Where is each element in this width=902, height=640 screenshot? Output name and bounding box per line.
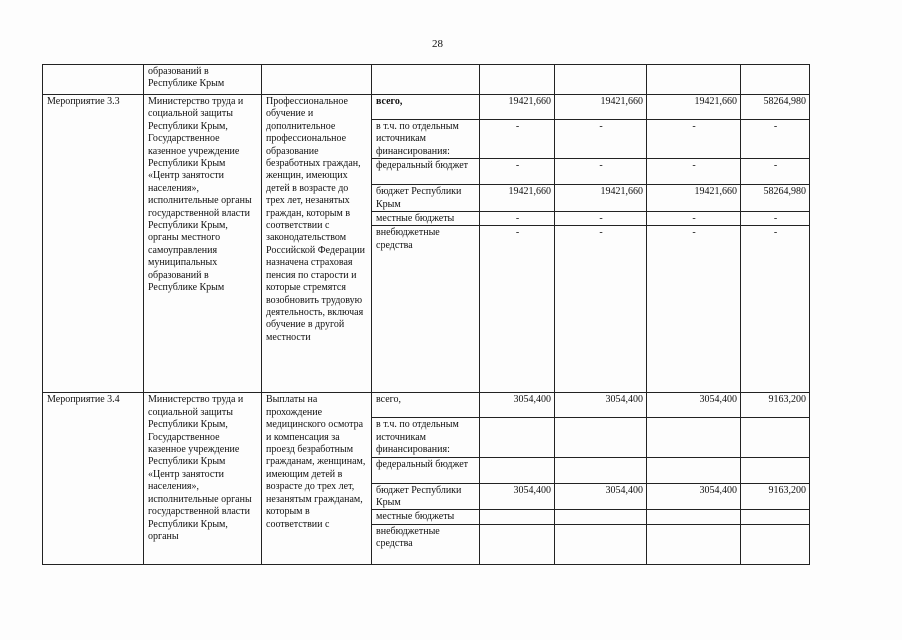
executor-cell: Министерство труда и социальной защиты Республики Крым, Государственное казенное учреждение Республики Крым «Центр занятости населения», исполнительные органы государственной власти Республики Крым, органы местного самоуправления муниципальных образований в Республике Крым [144,95,262,393]
source-cell [372,65,480,95]
executor-cell: Министерство труда и социальной защиты Республики Крым, Государственное казенное учреждение Республики Крым «Центр занятости населения», исполнительные органы государственной власти Республики Крым, органы [144,393,262,564]
total-cell: 9163,200 [741,393,810,418]
value-cell [480,524,555,564]
value-cell [647,418,741,457]
total-cell [741,65,810,95]
description-cell: Выплаты на прохождение медицинского осмотра и компенсация за проезд безработным гражданам, женщинам, имеющим детей в возрасте до трех лет, незанятым гражданам, которым в соответствии с [262,393,372,564]
value-cell: - [647,120,741,159]
value-cell [555,65,647,95]
value-cell: - [647,159,741,185]
source-cell: местные бюджеты [372,510,480,524]
value-cell [647,457,741,483]
description-cell [262,65,372,95]
source-cell: бюджет Республики Крым [372,483,480,510]
value-cell [480,510,555,524]
total-cell [741,457,810,483]
total-cell: 58264,980 [741,185,810,212]
measure-name-cell: Мероприятие 3.3 [43,95,144,393]
total-cell: 58264,980 [741,95,810,120]
total-cell [741,524,810,564]
source-cell: внебюджетные средства [372,524,480,564]
value-cell: 19421,660 [480,185,555,212]
value-cell [555,418,647,457]
value-cell: 3054,400 [647,393,741,418]
table-row [43,393,810,418]
source-cell: в т.ч. по отдельным источникам финансирования: [372,418,480,457]
value-cell: 19421,660 [647,95,741,120]
measure-name-cell [43,65,144,95]
source-cell: федеральный бюджет [372,457,480,483]
source-cell: внебюджетные средства [372,226,480,393]
value-cell [555,524,647,564]
value-cell [480,65,555,95]
value-cell [647,510,741,524]
value-cell: 19421,660 [555,185,647,212]
value-cell: 19421,660 [647,185,741,212]
value-cell: 3054,400 [555,393,647,418]
source-cell: в т.ч. по отдельным источникам финансирования: [372,120,480,159]
table-row [43,95,810,120]
value-cell: - [480,120,555,159]
value-cell: - [647,226,741,393]
value-cell: - [555,159,647,185]
source-cell: местные бюджеты [372,212,480,226]
value-cell: - [555,212,647,226]
value-cell: - [480,226,555,393]
value-cell: 19421,660 [555,95,647,120]
source-cell: всего, [372,393,480,418]
total-cell: - [741,120,810,159]
source-cell: бюджет Республики Крым [372,185,480,212]
value-cell [480,457,555,483]
total-cell [741,510,810,524]
measure-name-cell: Мероприятие 3.4 [43,393,144,564]
value-cell: - [480,159,555,185]
total-cell: - [741,226,810,393]
value-cell [647,524,741,564]
value-cell [555,457,647,483]
value-cell: - [480,212,555,226]
value-cell: 3054,400 [480,393,555,418]
value-cell [480,418,555,457]
value-cell: - [555,226,647,393]
value-cell: 3054,400 [555,483,647,510]
value-cell: 19421,660 [480,95,555,120]
source-cell: всего, [372,95,480,120]
executor-cell: образований в Республике Крым [144,65,262,95]
value-cell [647,65,741,95]
description-cell: Профессиональное обучение и дополнительное профессиональное образование безработных граждан, женщин, имеющих детей в возрасте до трех лет, незанятых граждан, которым в соответствии с законодательством Российской Федерации назначена страховая пенсия по старости и которые стремятся возобновить трудовую деятельность, включая обучение в другой местности [262,95,372,393]
source-cell: федеральный бюджет [372,159,480,185]
value-cell [555,510,647,524]
total-cell: - [741,212,810,226]
page-number: 28 [432,38,443,50]
budget-table [42,64,810,565]
value-cell: - [647,212,741,226]
value-cell: 3054,400 [647,483,741,510]
total-cell: - [741,159,810,185]
total-cell [741,418,810,457]
value-cell: - [555,120,647,159]
total-cell: 9163,200 [741,483,810,510]
value-cell: 3054,400 [480,483,555,510]
continuation-row [43,65,810,95]
